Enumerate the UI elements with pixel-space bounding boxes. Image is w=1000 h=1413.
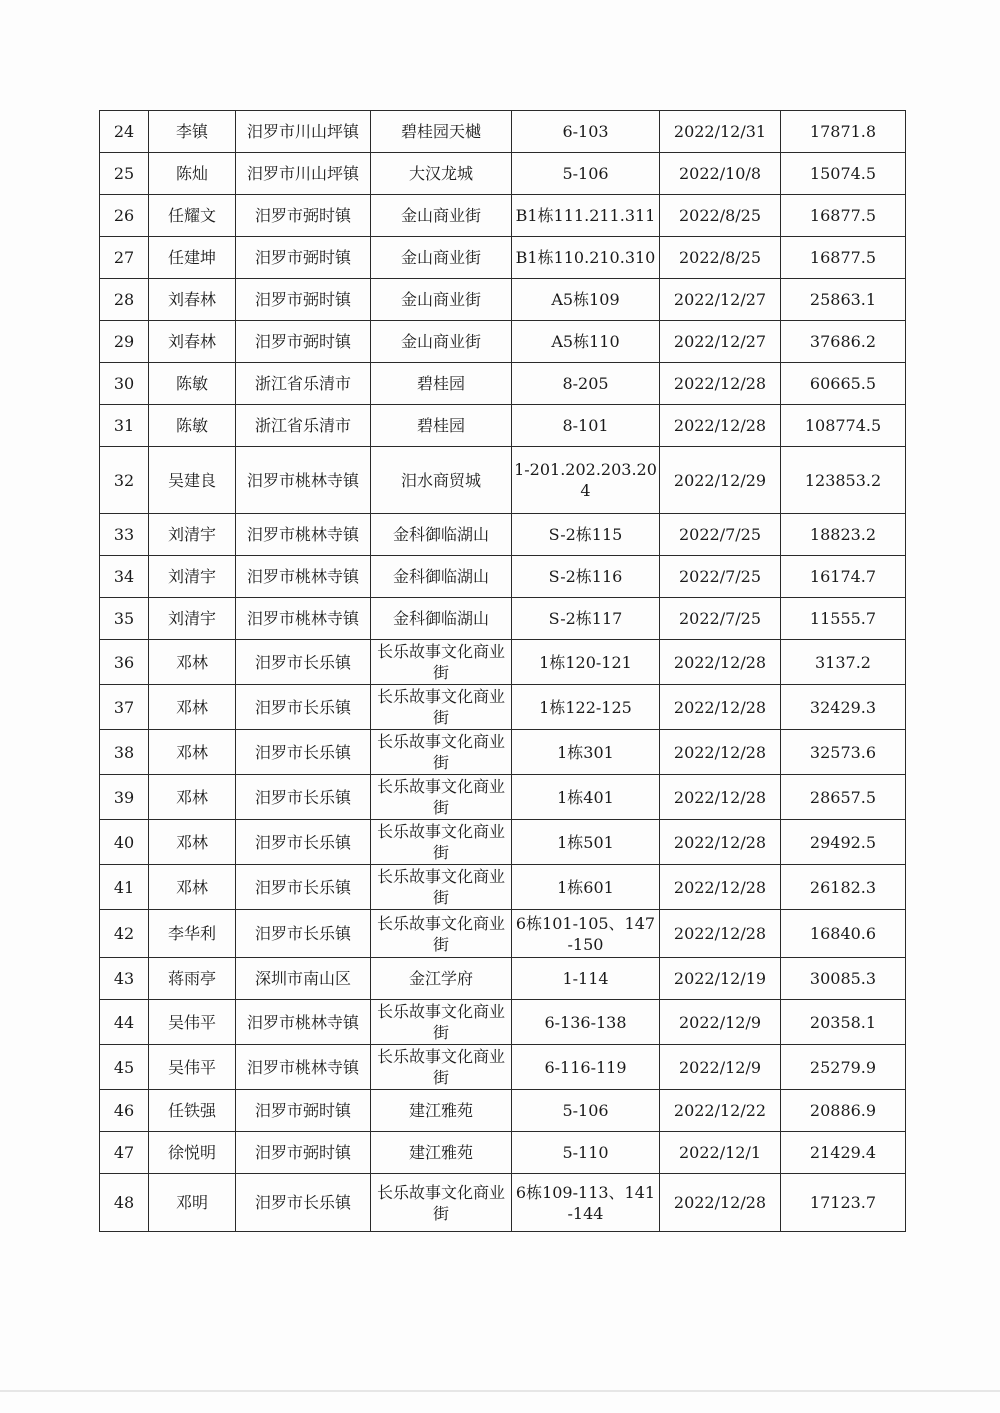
- record-date: 2022/12/28: [660, 1174, 781, 1232]
- owner-address: 汨罗市弼时镇: [236, 195, 371, 237]
- record-date: 2022/12/28: [660, 640, 781, 685]
- owner-address: 汨罗市川山坪镇: [236, 111, 371, 153]
- table-row: [100, 640, 906, 685]
- project-name: 金山商业街: [371, 237, 512, 279]
- owner-name: 刘清宇: [149, 514, 236, 556]
- owner-name: 李镇: [149, 111, 236, 153]
- project-name: 金江学府: [371, 958, 512, 1000]
- record-date: 2022/12/28: [660, 865, 781, 910]
- unit-number: S-2栋115: [512, 514, 660, 556]
- record-date: 2022/10/8: [660, 153, 781, 195]
- unit-number: 5-110: [512, 1132, 660, 1174]
- amount-value: 18823.2: [781, 514, 906, 556]
- row-number: 32: [100, 447, 149, 514]
- owner-name: 陈灿: [149, 153, 236, 195]
- record-date: 2022/12/19: [660, 958, 781, 1000]
- table-row: [100, 865, 906, 910]
- owner-name: 吴伟平: [149, 1045, 236, 1090]
- owner-address: 汨罗市川山坪镇: [236, 153, 371, 195]
- project-name: 长乐故事文化商业街: [371, 775, 512, 820]
- record-date: 2022/12/29: [660, 447, 781, 514]
- row-number: 29: [100, 321, 149, 363]
- amount-value: 21429.4: [781, 1132, 906, 1174]
- unit-number: S-2栋116: [512, 556, 660, 598]
- table-row: [100, 237, 906, 279]
- owner-address: 汨罗市桃林寺镇: [236, 447, 371, 514]
- owner-address: 汨罗市长乐镇: [236, 730, 371, 775]
- amount-value: 60665.5: [781, 363, 906, 405]
- owner-address: 汨罗市弼时镇: [236, 237, 371, 279]
- project-name: 长乐故事文化商业街: [371, 910, 512, 958]
- project-name: 长乐故事文化商业街: [371, 1000, 512, 1045]
- row-number: 43: [100, 958, 149, 1000]
- record-date: 2022/12/1: [660, 1132, 781, 1174]
- amount-value: 15074.5: [781, 153, 906, 195]
- project-name: 建江雅苑: [371, 1132, 512, 1174]
- table-row: [100, 153, 906, 195]
- record-date: 2022/12/28: [660, 820, 781, 865]
- owner-address: 汨罗市弼时镇: [236, 1090, 371, 1132]
- unit-number: B1栋111.211.311: [512, 195, 660, 237]
- row-number: 40: [100, 820, 149, 865]
- record-date: 2022/12/28: [660, 775, 781, 820]
- owner-address: 汨罗市弼时镇: [236, 279, 371, 321]
- owner-name: 邓林: [149, 730, 236, 775]
- project-name: 碧桂园: [371, 363, 512, 405]
- owner-address: 汨罗市长乐镇: [236, 1174, 371, 1232]
- row-number: 36: [100, 640, 149, 685]
- amount-value: 20358.1: [781, 1000, 906, 1045]
- record-date: 2022/12/22: [660, 1090, 781, 1132]
- owner-name: 陈敏: [149, 363, 236, 405]
- table-row: [100, 910, 906, 958]
- unit-number: A5栋110: [512, 321, 660, 363]
- amount-value: 16877.5: [781, 195, 906, 237]
- unit-number: 5-106: [512, 1090, 660, 1132]
- unit-number: 8-205: [512, 363, 660, 405]
- row-number: 35: [100, 598, 149, 640]
- page-bottom-divider: [0, 1390, 1000, 1392]
- owner-name: 邓林: [149, 640, 236, 685]
- unit-number: 1栋301: [512, 730, 660, 775]
- table-row: [100, 1174, 906, 1232]
- record-date: 2022/12/28: [660, 730, 781, 775]
- row-number: 39: [100, 775, 149, 820]
- table-row: [100, 685, 906, 730]
- project-name: 金山商业街: [371, 279, 512, 321]
- owner-name: 刘清宇: [149, 598, 236, 640]
- unit-number: S-2栋117: [512, 598, 660, 640]
- owner-name: 刘春林: [149, 321, 236, 363]
- unit-number: 1-114: [512, 958, 660, 1000]
- project-name: 长乐故事文化商业街: [371, 730, 512, 775]
- owner-name: 邓林: [149, 820, 236, 865]
- owner-name: 任建坤: [149, 237, 236, 279]
- row-number: 26: [100, 195, 149, 237]
- project-name: 长乐故事文化商业街: [371, 640, 512, 685]
- unit-number: 6-136-138: [512, 1000, 660, 1045]
- row-number: 46: [100, 1090, 149, 1132]
- table-row: [100, 321, 906, 363]
- record-date: 2022/12/9: [660, 1045, 781, 1090]
- ledger-table: [99, 110, 906, 1232]
- record-date: 2022/8/25: [660, 237, 781, 279]
- amount-value: 25863.1: [781, 279, 906, 321]
- record-date: 2022/12/9: [660, 1000, 781, 1045]
- ledger-body: [100, 111, 906, 1232]
- owner-address: 浙江省乐清市: [236, 405, 371, 447]
- record-date: 2022/7/25: [660, 514, 781, 556]
- unit-number: B1栋110.210.310: [512, 237, 660, 279]
- owner-name: 徐悦明: [149, 1132, 236, 1174]
- amount-value: 16840.6: [781, 910, 906, 958]
- row-number: 44: [100, 1000, 149, 1045]
- table-row: [100, 279, 906, 321]
- amount-value: 30085.3: [781, 958, 906, 1000]
- project-name: 长乐故事文化商业街: [371, 1174, 512, 1232]
- row-number: 41: [100, 865, 149, 910]
- owner-address: 汨罗市桃林寺镇: [236, 556, 371, 598]
- amount-value: 37686.2: [781, 321, 906, 363]
- unit-number: 6-103: [512, 111, 660, 153]
- project-name: 金科御临湖山: [371, 556, 512, 598]
- row-number: 38: [100, 730, 149, 775]
- table-row: [100, 1090, 906, 1132]
- row-number: 25: [100, 153, 149, 195]
- project-name: 碧桂园天樾: [371, 111, 512, 153]
- project-name: 金科御临湖山: [371, 514, 512, 556]
- amount-value: 28657.5: [781, 775, 906, 820]
- row-number: 27: [100, 237, 149, 279]
- owner-address: 汨罗市桃林寺镇: [236, 514, 371, 556]
- table-row: [100, 598, 906, 640]
- record-date: 2022/12/28: [660, 405, 781, 447]
- owner-address: 汨罗市长乐镇: [236, 820, 371, 865]
- amount-value: 16877.5: [781, 237, 906, 279]
- owner-name: 刘清宇: [149, 556, 236, 598]
- table-row: [100, 556, 906, 598]
- table-row: [100, 1045, 906, 1090]
- table-row: [100, 730, 906, 775]
- unit-number: 6栋109-113、141-144: [512, 1174, 660, 1232]
- project-name: 长乐故事文化商业街: [371, 1045, 512, 1090]
- record-date: 2022/12/28: [660, 363, 781, 405]
- record-date: 2022/12/27: [660, 279, 781, 321]
- owner-address: 浙江省乐清市: [236, 363, 371, 405]
- owner-name: 李华利: [149, 910, 236, 958]
- row-number: 47: [100, 1132, 149, 1174]
- owner-name: 邓明: [149, 1174, 236, 1232]
- table-row: [100, 820, 906, 865]
- owner-address: 汨罗市桃林寺镇: [236, 1000, 371, 1045]
- amount-value: 108774.5: [781, 405, 906, 447]
- project-name: 金山商业街: [371, 321, 512, 363]
- table-row: [100, 405, 906, 447]
- record-date: 2022/12/27: [660, 321, 781, 363]
- amount-value: 32429.3: [781, 685, 906, 730]
- project-name: 金科御临湖山: [371, 598, 512, 640]
- record-date: 2022/7/25: [660, 598, 781, 640]
- owner-address: 汨罗市长乐镇: [236, 640, 371, 685]
- owner-name: 吴伟平: [149, 1000, 236, 1045]
- unit-number: 1栋122-125: [512, 685, 660, 730]
- table-row: [100, 447, 906, 514]
- record-date: 2022/12/28: [660, 910, 781, 958]
- row-number: 24: [100, 111, 149, 153]
- row-number: 48: [100, 1174, 149, 1232]
- project-name: 金山商业街: [371, 195, 512, 237]
- amount-value: 26182.3: [781, 865, 906, 910]
- owner-address: 汨罗市长乐镇: [236, 865, 371, 910]
- amount-value: 17123.7: [781, 1174, 906, 1232]
- owner-address: 汨罗市弼时镇: [236, 321, 371, 363]
- unit-number: A5栋109: [512, 279, 660, 321]
- owner-name: 任耀文: [149, 195, 236, 237]
- project-name: 碧桂园: [371, 405, 512, 447]
- amount-value: 3137.2: [781, 640, 906, 685]
- row-number: 42: [100, 910, 149, 958]
- owner-address: 汨罗市长乐镇: [236, 685, 371, 730]
- amount-value: 29492.5: [781, 820, 906, 865]
- owner-name: 刘春林: [149, 279, 236, 321]
- project-name: 长乐故事文化商业街: [371, 820, 512, 865]
- owner-address: 汨罗市桃林寺镇: [236, 598, 371, 640]
- row-number: 31: [100, 405, 149, 447]
- table-row: [100, 1000, 906, 1045]
- owner-name: 邓林: [149, 685, 236, 730]
- unit-number: 1-201.202.203.204: [512, 447, 660, 514]
- unit-number: 8-101: [512, 405, 660, 447]
- record-date: 2022/12/31: [660, 111, 781, 153]
- unit-number: 1栋501: [512, 820, 660, 865]
- owner-address: 汨罗市长乐镇: [236, 775, 371, 820]
- owner-name: 任铁强: [149, 1090, 236, 1132]
- owner-name: 陈敏: [149, 405, 236, 447]
- table-row: [100, 958, 906, 1000]
- row-number: 37: [100, 685, 149, 730]
- amount-value: 17871.8: [781, 111, 906, 153]
- unit-number: 6-116-119: [512, 1045, 660, 1090]
- table-row: [100, 111, 906, 153]
- amount-value: 20886.9: [781, 1090, 906, 1132]
- row-number: 34: [100, 556, 149, 598]
- owner-name: 邓林: [149, 865, 236, 910]
- row-number: 30: [100, 363, 149, 405]
- owner-name: 吴建良: [149, 447, 236, 514]
- row-number: 45: [100, 1045, 149, 1090]
- row-number: 33: [100, 514, 149, 556]
- table-row: [100, 363, 906, 405]
- table-row: [100, 195, 906, 237]
- unit-number: 1栋120-121: [512, 640, 660, 685]
- owner-address: 汨罗市弼时镇: [236, 1132, 371, 1174]
- record-date: 2022/8/25: [660, 195, 781, 237]
- owner-name: 蒋雨亭: [149, 958, 236, 1000]
- unit-number: 1栋601: [512, 865, 660, 910]
- table-row: [100, 775, 906, 820]
- unit-number: 1栋401: [512, 775, 660, 820]
- project-name: 建江雅苑: [371, 1090, 512, 1132]
- amount-value: 25279.9: [781, 1045, 906, 1090]
- owner-address: 汨罗市桃林寺镇: [236, 1045, 371, 1090]
- unit-number: 6栋101-105、147-150: [512, 910, 660, 958]
- amount-value: 11555.7: [781, 598, 906, 640]
- project-name: 长乐故事文化商业街: [371, 865, 512, 910]
- project-name: 长乐故事文化商业街: [371, 685, 512, 730]
- amount-value: 32573.6: [781, 730, 906, 775]
- owner-address: 深圳市南山区: [236, 958, 371, 1000]
- owner-name: 邓林: [149, 775, 236, 820]
- unit-number: 5-106: [512, 153, 660, 195]
- project-name: 大汉龙城: [371, 153, 512, 195]
- amount-value: 123853.2: [781, 447, 906, 514]
- table-row: [100, 514, 906, 556]
- row-number: 28: [100, 279, 149, 321]
- table-row: [100, 1132, 906, 1174]
- project-name: 汨水商贸城: [371, 447, 512, 514]
- record-date: 2022/7/25: [660, 556, 781, 598]
- record-date: 2022/12/28: [660, 685, 781, 730]
- amount-value: 16174.7: [781, 556, 906, 598]
- owner-address: 汨罗市长乐镇: [236, 910, 371, 958]
